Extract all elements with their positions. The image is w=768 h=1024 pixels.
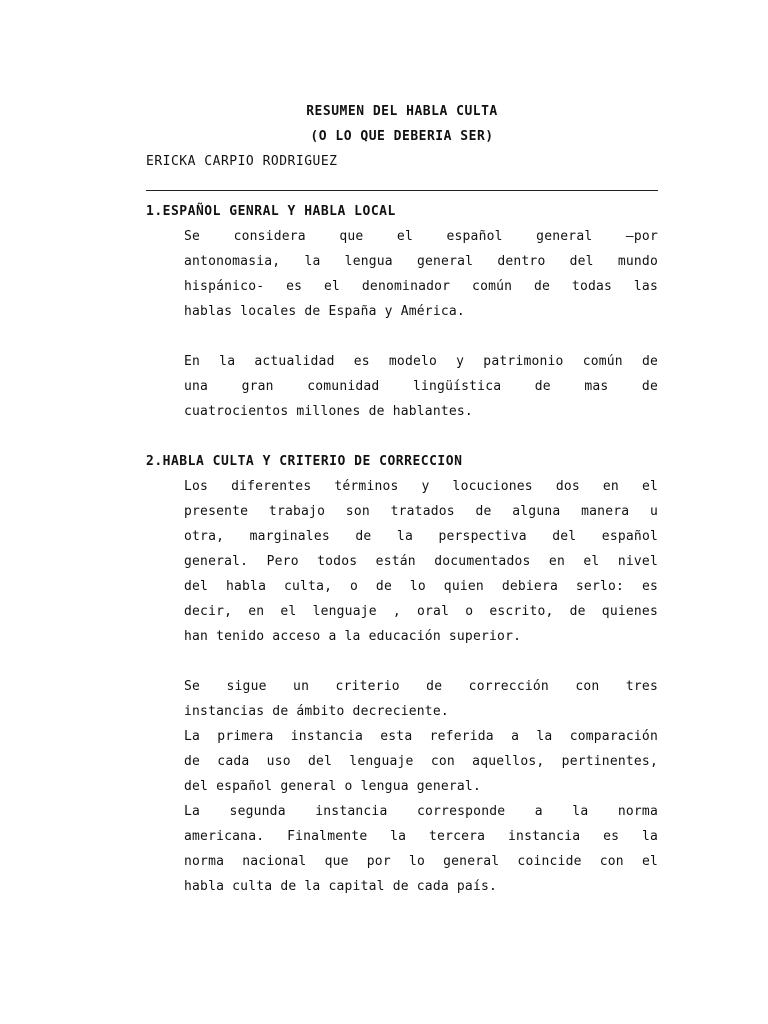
paragraph: [184, 799, 658, 899]
document-title: RESUMEN DEL HABLA CULTA: [306, 104, 498, 119]
text-line: norma nacional que por lo general coincide con el: [184, 854, 658, 869]
text-line: han tenido acceso a la educación superior.: [184, 629, 522, 644]
author-name: ERICKA CARPIO RODRIGUEZ: [146, 154, 338, 169]
horizontal-rule: [146, 190, 658, 191]
paragraph: [184, 349, 658, 424]
document-subtitle: (O LO QUE DEBERIA SER): [310, 129, 494, 144]
text-line: Se sigue un criterio de corrección con tres: [184, 679, 658, 694]
text-line: Se considera que el español general –por: [184, 229, 658, 244]
text-line: En la actualidad es modelo y patrimonio común de: [184, 354, 658, 369]
text-line: del habla culta, o de lo quien debiera serlo: es: [184, 579, 658, 594]
text-line: decir, en el lenguaje , oral o escrito, de quienes: [184, 604, 658, 619]
paragraph: [184, 724, 658, 799]
paragraph: [184, 474, 658, 649]
text-line: americana. Finalmente la tercera instancia es la: [184, 829, 658, 844]
text-line: habla culta de la capital de cada país.: [184, 879, 498, 894]
text-line: antonomasia, la lengua general dentro del mundo: [184, 254, 658, 269]
text-line: hispánico- es el denominador común de todas las: [184, 279, 658, 294]
text-line: instancias de ámbito decreciente.: [184, 704, 449, 719]
text-line: presente trabajo son tratados de alguna manera u: [184, 504, 658, 519]
text-line: cuatrocientos millones de hablantes.: [184, 404, 473, 419]
paragraph: [184, 224, 658, 324]
text-line: una gran comunidad lingüística de mas de: [184, 379, 658, 394]
section-heading-1: 1.ESPAÑOL GENRAL Y HABLA LOCAL: [146, 204, 396, 219]
text-line: hablas locales de España y América.: [184, 304, 465, 319]
section-heading-2: 2.HABLA CULTA Y CRITERIO DE CORRECCION: [146, 454, 463, 469]
text-line: La primera instancia esta referida a la comparación: [184, 729, 658, 744]
text-line: del español general o lengua general.: [184, 779, 481, 794]
text-line: general. Pero todos están documentados en el nivel: [184, 554, 658, 569]
paragraph: [184, 674, 658, 724]
text-line: otra, marginales de la perspectiva del español: [184, 529, 658, 544]
text-line: de cada uso del lenguaje con aquellos, pertinentes,: [184, 754, 658, 769]
text-line: Los diferentes términos y locuciones dos en el: [184, 479, 658, 494]
text-line: La segunda instancia corresponde a la norma: [184, 804, 658, 819]
